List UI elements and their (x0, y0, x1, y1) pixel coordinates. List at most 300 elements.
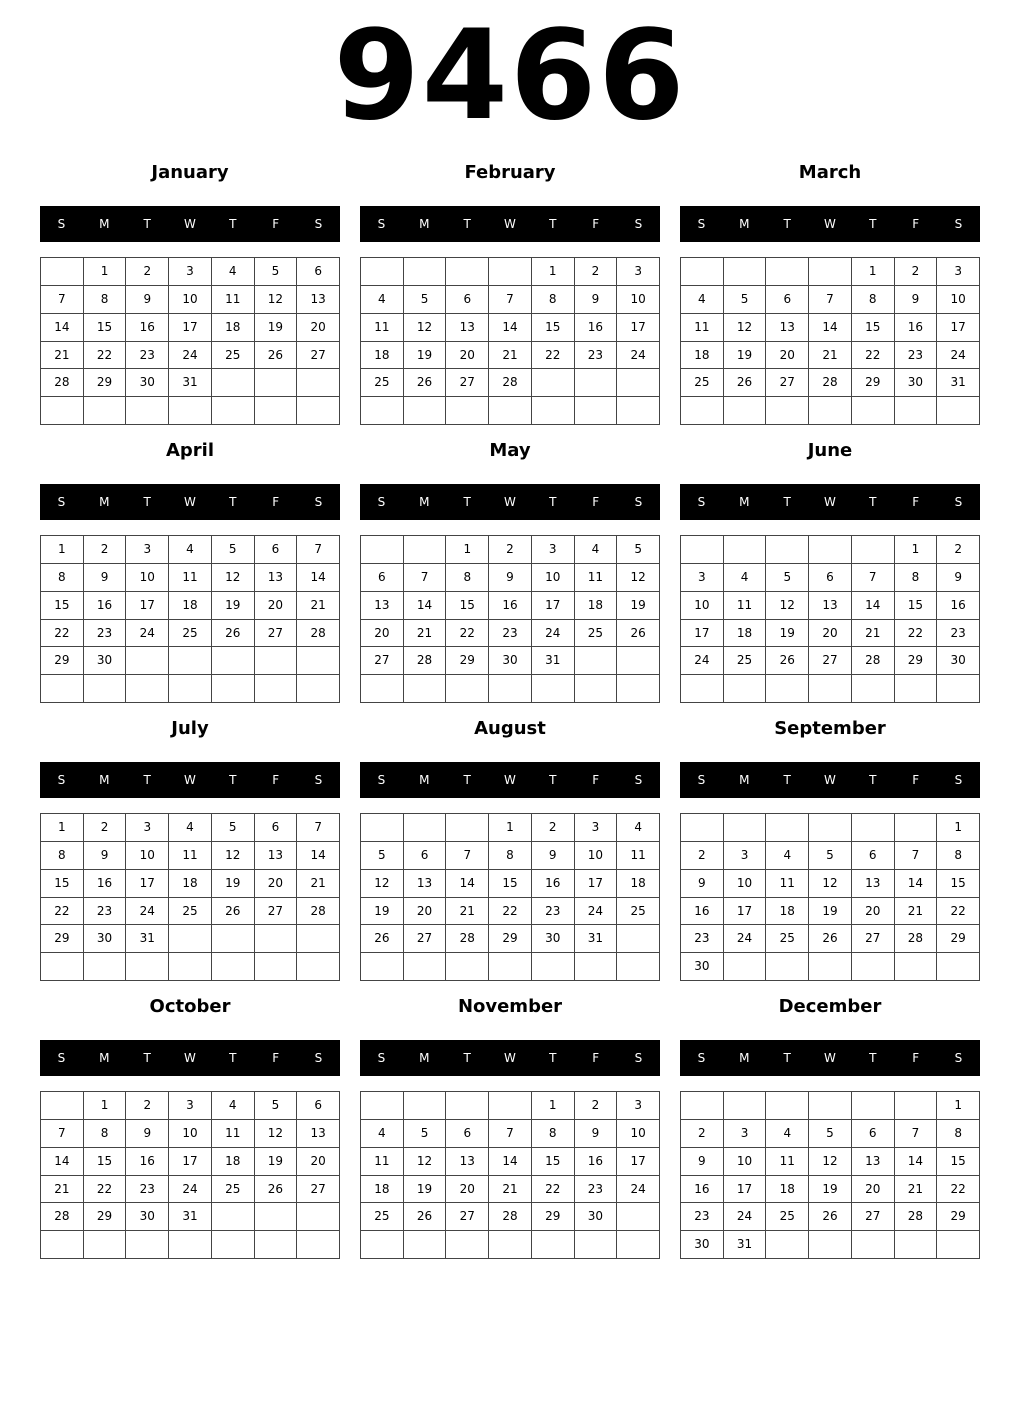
day-cell: 12 (361, 870, 404, 898)
day-cell (766, 1231, 809, 1259)
day-cell: 7 (41, 286, 84, 314)
day-cell (489, 258, 532, 286)
day-cell: 26 (766, 647, 809, 675)
day-grid (360, 535, 660, 703)
day-cell (212, 1203, 255, 1231)
day-cell: 14 (446, 870, 489, 898)
day-cell: 8 (895, 564, 938, 592)
weekday-label: T (549, 1051, 557, 1065)
day-cell: 29 (84, 369, 127, 397)
day-cell (446, 1231, 489, 1259)
weekday-label: W (824, 217, 836, 231)
day-cell: 31 (169, 1203, 212, 1231)
year-title: 9466 (333, 4, 687, 148)
day-cell: 7 (404, 564, 447, 592)
day-cell: 13 (255, 842, 298, 870)
day-cell: 29 (446, 647, 489, 675)
day-cell: 10 (724, 1148, 767, 1176)
day-cell: 27 (255, 620, 298, 648)
day-cell: 4 (724, 564, 767, 592)
day-cell: 19 (617, 592, 660, 620)
day-cell: 16 (84, 592, 127, 620)
day-cell: 2 (84, 814, 127, 842)
day-grid (680, 1091, 980, 1259)
weekday-label: S (954, 495, 963, 509)
day-cell: 20 (852, 898, 895, 926)
day-cell: 27 (297, 1176, 340, 1204)
day-cell: 31 (724, 1231, 767, 1259)
day-cell: 18 (361, 1176, 404, 1204)
day-cell: 29 (937, 925, 980, 953)
weekday-label: M (419, 495, 430, 509)
month-name: January (151, 162, 229, 183)
day-cell: 26 (617, 620, 660, 648)
day-cell: 24 (169, 1176, 212, 1204)
day-cell: 23 (937, 620, 980, 648)
day-cell (809, 536, 852, 564)
day-cell: 4 (766, 842, 809, 870)
day-cell: 15 (852, 314, 895, 342)
day-cell: 2 (895, 258, 938, 286)
day-cell (361, 675, 404, 703)
day-cell (297, 675, 340, 703)
weekday-label: W (504, 495, 516, 509)
day-cell (724, 258, 767, 286)
day-cell: 5 (809, 842, 852, 870)
day-cell: 10 (575, 842, 618, 870)
day-cell (297, 397, 340, 425)
weekday-label: T (549, 773, 557, 787)
weekday-label: T (463, 495, 471, 509)
day-cell: 25 (169, 898, 212, 926)
day-cell: 13 (766, 314, 809, 342)
weekday-label: M (739, 1051, 750, 1065)
day-cell: 25 (361, 1203, 404, 1231)
weekday-label: T (143, 773, 151, 787)
day-cell: 11 (361, 1148, 404, 1176)
day-cell: 22 (41, 898, 84, 926)
day-cell: 17 (724, 898, 767, 926)
weekday-label: S (57, 217, 66, 231)
weekday-label: T (143, 217, 151, 231)
day-cell: 16 (489, 592, 532, 620)
weekday-header (40, 206, 340, 242)
day-cell: 12 (809, 1148, 852, 1176)
day-cell (84, 675, 127, 703)
day-cell: 5 (724, 286, 767, 314)
day-cell: 13 (446, 1148, 489, 1176)
day-cell: 27 (446, 1203, 489, 1231)
day-cell: 11 (169, 564, 212, 592)
day-cell: 28 (489, 1203, 532, 1231)
day-cell: 11 (617, 842, 660, 870)
day-cell: 28 (809, 369, 852, 397)
day-cell: 3 (575, 814, 618, 842)
day-cell: 11 (681, 314, 724, 342)
weekday-label: S (314, 1051, 323, 1065)
day-cell: 22 (84, 1176, 127, 1204)
day-cell (895, 814, 938, 842)
day-cell: 24 (126, 898, 169, 926)
day-cell: 17 (617, 1148, 660, 1176)
day-cell: 5 (766, 564, 809, 592)
weekday-label: T (143, 1051, 151, 1065)
day-cell: 23 (126, 1176, 169, 1204)
day-cell: 11 (361, 314, 404, 342)
weekday-label: S (634, 773, 643, 787)
day-cell: 10 (617, 1120, 660, 1148)
day-cell (809, 1092, 852, 1120)
day-cell: 19 (809, 898, 852, 926)
day-cell (361, 397, 404, 425)
day-cell: 9 (489, 564, 532, 592)
day-cell: 2 (126, 258, 169, 286)
day-cell: 22 (446, 620, 489, 648)
day-cell: 2 (489, 536, 532, 564)
day-cell: 21 (297, 870, 340, 898)
day-cell: 9 (681, 1148, 724, 1176)
day-cell: 13 (297, 286, 340, 314)
day-cell: 23 (681, 925, 724, 953)
day-cell (724, 397, 767, 425)
month-name: March (798, 162, 862, 183)
day-cell (724, 1092, 767, 1120)
day-cell: 3 (724, 842, 767, 870)
weekday-label: S (634, 495, 643, 509)
day-cell: 20 (404, 898, 447, 926)
day-cell: 18 (724, 620, 767, 648)
day-cell: 20 (852, 1176, 895, 1204)
day-cell: 17 (126, 592, 169, 620)
day-cell: 22 (489, 898, 532, 926)
day-cell: 31 (126, 925, 169, 953)
weekday-header (360, 484, 660, 520)
day-cell (297, 925, 340, 953)
weekday-label: F (592, 217, 600, 231)
day-cell (446, 397, 489, 425)
day-cell (575, 647, 618, 675)
weekday-label: S (377, 773, 386, 787)
day-cell (404, 1231, 447, 1259)
day-cell: 6 (446, 286, 489, 314)
day-cell (724, 953, 767, 981)
day-cell (809, 1231, 852, 1259)
day-cell: 6 (852, 1120, 895, 1148)
day-cell: 25 (361, 369, 404, 397)
day-cell: 22 (852, 342, 895, 370)
day-cell: 26 (724, 369, 767, 397)
day-cell (766, 397, 809, 425)
day-cell (852, 536, 895, 564)
day-cell: 15 (532, 1148, 575, 1176)
day-cell: 16 (575, 1148, 618, 1176)
day-cell: 19 (212, 592, 255, 620)
day-cell: 13 (255, 564, 298, 592)
month-name: November (457, 996, 563, 1017)
weekday-label: S (697, 1051, 706, 1065)
day-cell: 27 (852, 925, 895, 953)
day-cell: 16 (126, 314, 169, 342)
day-cell: 24 (169, 342, 212, 370)
weekday-label: S (377, 495, 386, 509)
day-cell: 10 (126, 564, 169, 592)
day-cell (681, 675, 724, 703)
day-cell (852, 675, 895, 703)
day-cell (681, 536, 724, 564)
day-cell (41, 675, 84, 703)
day-cell: 24 (617, 1176, 660, 1204)
day-cell: 20 (297, 1148, 340, 1176)
day-cell: 20 (446, 342, 489, 370)
day-cell: 26 (809, 925, 852, 953)
weekday-label: W (824, 1051, 836, 1065)
day-cell: 14 (41, 314, 84, 342)
day-cell: 25 (212, 342, 255, 370)
day-cell (895, 1231, 938, 1259)
day-cell: 6 (297, 1092, 340, 1120)
day-cell (361, 814, 404, 842)
weekday-label: W (184, 217, 196, 231)
day-cell (212, 1231, 255, 1259)
weekday-label: F (592, 495, 600, 509)
day-cell (212, 397, 255, 425)
day-cell: 20 (766, 342, 809, 370)
day-cell (489, 675, 532, 703)
weekday-header (680, 206, 980, 242)
day-cell: 11 (766, 870, 809, 898)
weekday-label: T (549, 217, 557, 231)
day-cell: 14 (489, 1148, 532, 1176)
weekday-label: F (272, 773, 280, 787)
day-cell (361, 953, 404, 981)
day-cell: 21 (41, 342, 84, 370)
day-cell: 3 (617, 1092, 660, 1120)
day-cell (255, 369, 298, 397)
day-cell (84, 397, 127, 425)
day-cell: 16 (937, 592, 980, 620)
weekday-label: S (314, 495, 323, 509)
day-cell: 12 (766, 592, 809, 620)
weekday-label: W (504, 217, 516, 231)
day-cell: 21 (297, 592, 340, 620)
day-cell: 16 (681, 898, 724, 926)
day-cell: 20 (297, 314, 340, 342)
day-cell: 4 (617, 814, 660, 842)
day-cell (895, 953, 938, 981)
day-cell: 12 (724, 314, 767, 342)
day-cell: 19 (361, 898, 404, 926)
day-cell (297, 1231, 340, 1259)
day-cell (532, 675, 575, 703)
day-cell: 1 (937, 814, 980, 842)
day-cell: 1 (489, 814, 532, 842)
day-cell: 4 (681, 286, 724, 314)
day-cell (297, 647, 340, 675)
day-cell: 21 (41, 1176, 84, 1204)
day-cell: 16 (895, 314, 938, 342)
day-cell: 10 (681, 592, 724, 620)
day-cell: 5 (212, 814, 255, 842)
day-cell: 26 (809, 1203, 852, 1231)
day-cell (532, 953, 575, 981)
day-cell: 13 (404, 870, 447, 898)
day-cell: 20 (446, 1176, 489, 1204)
day-cell: 24 (724, 1203, 767, 1231)
day-cell: 19 (766, 620, 809, 648)
day-cell (126, 953, 169, 981)
day-cell: 7 (297, 814, 340, 842)
day-cell: 8 (489, 842, 532, 870)
day-cell (895, 1092, 938, 1120)
weekday-label: M (99, 1051, 110, 1065)
day-cell (84, 953, 127, 981)
month-name: September (774, 718, 886, 739)
day-cell (126, 397, 169, 425)
day-cell: 8 (84, 286, 127, 314)
day-cell: 13 (852, 1148, 895, 1176)
day-cell: 14 (895, 870, 938, 898)
weekday-label: F (912, 773, 920, 787)
day-cell: 1 (84, 258, 127, 286)
day-cell: 22 (41, 620, 84, 648)
day-cell: 5 (255, 1092, 298, 1120)
day-cell (404, 1092, 447, 1120)
day-cell: 12 (809, 870, 852, 898)
day-cell: 28 (404, 647, 447, 675)
day-cell: 30 (681, 1231, 724, 1259)
day-cell: 17 (617, 314, 660, 342)
day-cell (169, 647, 212, 675)
day-cell (532, 397, 575, 425)
day-cell (575, 369, 618, 397)
day-cell: 23 (126, 342, 169, 370)
day-cell (41, 258, 84, 286)
day-cell: 28 (489, 369, 532, 397)
day-cell: 28 (446, 925, 489, 953)
day-cell: 12 (255, 286, 298, 314)
day-cell: 15 (41, 592, 84, 620)
day-cell: 18 (617, 870, 660, 898)
day-cell: 10 (169, 286, 212, 314)
day-cell: 25 (724, 647, 767, 675)
day-cell: 1 (532, 1092, 575, 1120)
day-grid (680, 257, 980, 425)
day-cell: 27 (766, 369, 809, 397)
day-cell: 2 (575, 258, 618, 286)
weekday-label: S (377, 217, 386, 231)
day-cell: 30 (84, 647, 127, 675)
day-cell: 14 (404, 592, 447, 620)
day-cell: 30 (532, 925, 575, 953)
day-cell: 17 (126, 870, 169, 898)
day-cell: 22 (84, 342, 127, 370)
weekday-label: F (912, 1051, 920, 1065)
day-cell: 11 (212, 286, 255, 314)
day-cell: 18 (212, 1148, 255, 1176)
weekday-label: W (504, 1051, 516, 1065)
weekday-label: M (99, 217, 110, 231)
day-cell (575, 675, 618, 703)
day-cell (169, 953, 212, 981)
day-cell: 22 (937, 1176, 980, 1204)
day-cell: 4 (361, 286, 404, 314)
day-cell: 8 (41, 842, 84, 870)
day-cell (212, 675, 255, 703)
day-cell: 2 (532, 814, 575, 842)
day-cell: 24 (575, 898, 618, 926)
day-cell: 1 (41, 536, 84, 564)
weekday-header (360, 762, 660, 798)
day-cell (575, 953, 618, 981)
day-cell: 21 (895, 898, 938, 926)
weekday-header (680, 762, 980, 798)
day-cell: 8 (446, 564, 489, 592)
day-cell: 10 (532, 564, 575, 592)
weekday-label: S (954, 773, 963, 787)
day-cell (617, 369, 660, 397)
day-cell: 18 (575, 592, 618, 620)
day-cell: 3 (169, 1092, 212, 1120)
weekday-label: W (504, 773, 516, 787)
day-cell: 28 (852, 647, 895, 675)
day-cell: 2 (937, 536, 980, 564)
day-cell: 29 (532, 1203, 575, 1231)
day-cell: 1 (446, 536, 489, 564)
month-name: August (474, 718, 546, 739)
day-cell (809, 675, 852, 703)
weekday-label: F (912, 217, 920, 231)
day-cell: 13 (361, 592, 404, 620)
day-cell: 27 (446, 369, 489, 397)
day-cell: 9 (575, 286, 618, 314)
day-cell: 24 (532, 620, 575, 648)
day-cell: 28 (41, 1203, 84, 1231)
day-cell (255, 953, 298, 981)
day-cell: 25 (617, 898, 660, 926)
weekday-label: M (99, 495, 110, 509)
day-cell: 27 (255, 898, 298, 926)
day-cell (126, 647, 169, 675)
weekday-label: S (57, 773, 66, 787)
day-cell: 24 (937, 342, 980, 370)
day-cell: 17 (169, 1148, 212, 1176)
day-cell (532, 369, 575, 397)
day-cell: 25 (681, 369, 724, 397)
day-cell: 26 (212, 620, 255, 648)
day-cell: 27 (404, 925, 447, 953)
weekday-label: S (697, 495, 706, 509)
day-cell: 18 (169, 592, 212, 620)
day-cell: 2 (575, 1092, 618, 1120)
day-cell: 5 (255, 258, 298, 286)
day-cell: 26 (255, 1176, 298, 1204)
weekday-label: T (783, 217, 791, 231)
weekday-label: M (739, 773, 750, 787)
day-cell (169, 675, 212, 703)
day-cell: 5 (809, 1120, 852, 1148)
day-cell (937, 953, 980, 981)
day-cell: 18 (361, 342, 404, 370)
day-cell: 30 (937, 647, 980, 675)
weekday-header (680, 1040, 980, 1076)
day-cell (766, 258, 809, 286)
day-cell (446, 1092, 489, 1120)
day-cell (489, 953, 532, 981)
weekday-header (40, 762, 340, 798)
day-cell: 7 (489, 1120, 532, 1148)
day-cell (724, 675, 767, 703)
month-name: December (778, 996, 882, 1017)
